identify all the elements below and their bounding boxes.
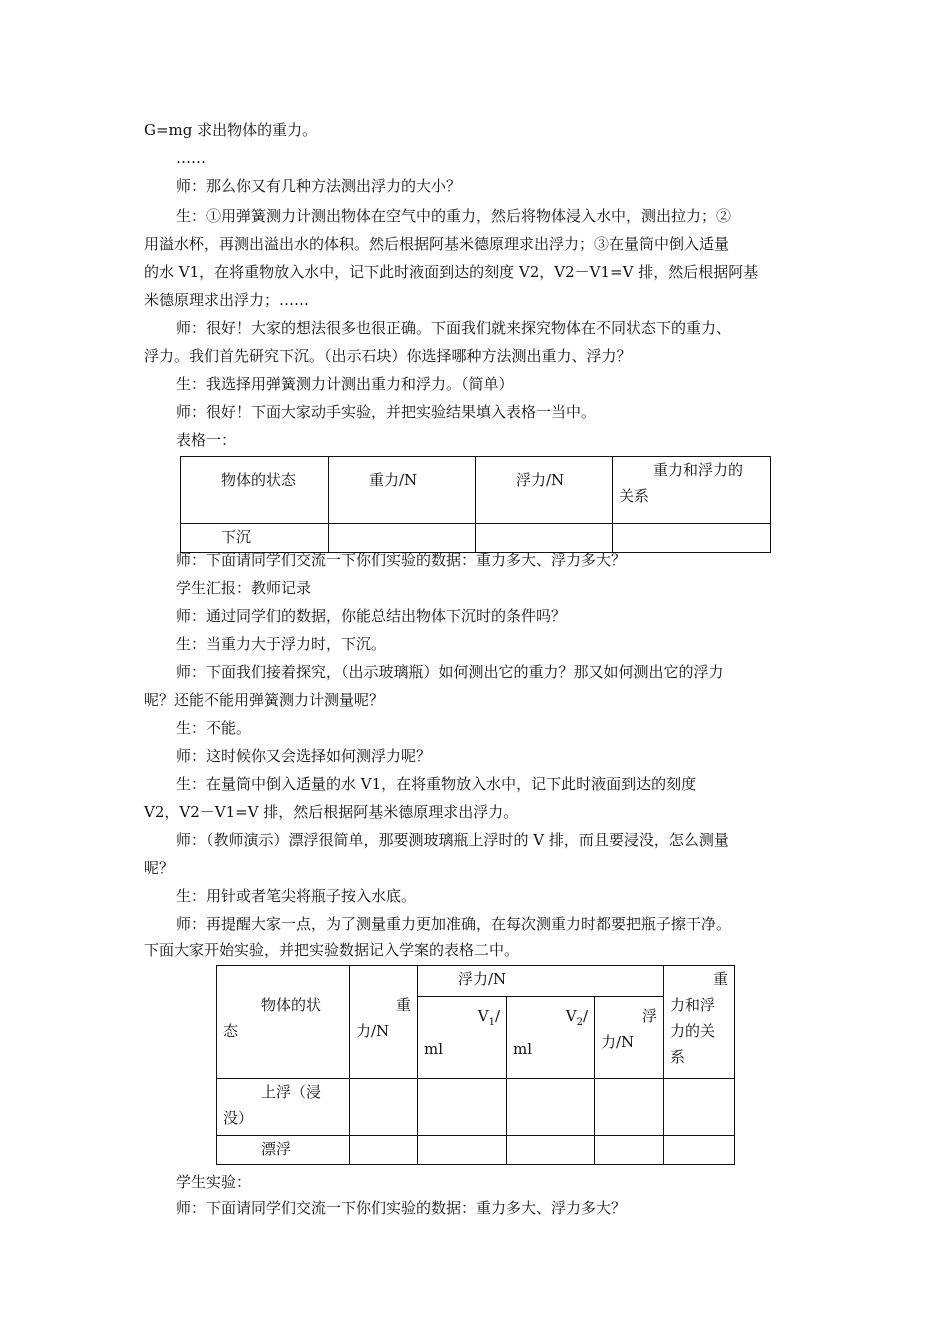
v1-subscript: 1 xyxy=(488,1017,495,1029)
text-line: 学生实验： xyxy=(176,1173,252,1191)
header-fu-line2: 力/N xyxy=(601,1033,635,1052)
v1-symbol: V xyxy=(477,1007,489,1026)
row-sink-label: 下沉 xyxy=(181,524,329,553)
text-line: G=mg 求出物体的重力。 xyxy=(144,121,318,139)
v2-symbol: V xyxy=(565,1007,577,1026)
text-line: 师：很好！大家的想法很多也很正确。下面我们就来探究物体在不同状态下的重力、 xyxy=(176,319,732,337)
header-v2-unit: ml xyxy=(513,1040,533,1059)
table-one xyxy=(180,456,771,553)
text-line: 生：不能。 xyxy=(176,719,252,737)
text-line: 表格一： xyxy=(176,431,237,449)
text-line: 生：我选择用弹簧测力计测出重力和浮力。（简单） xyxy=(176,375,514,393)
header-fu xyxy=(595,997,664,1079)
header-buoyancy: 浮力/N xyxy=(476,457,613,524)
text-line: 用溢水杯，再测出溢出水的体积。然后根据阿基米德原理求出浮力；③在量筒中倒入适量 xyxy=(144,235,730,253)
text-line: 师：下面请同学们交流一下你们实验的数据：重力多大、浮力多大？ xyxy=(176,551,627,569)
header-state-line2: 态 xyxy=(223,1022,239,1040)
text-line: V2，V2－V1=V 排，然后根据阿基米德原理求出浮力。 xyxy=(144,803,519,821)
text-line: 师：下面我们接着探究，（出示玻璃瓶）如何测出它的重力？那又如何测出它的浮力 xyxy=(176,663,724,681)
text-line: 师：那么你又有几种方法测出浮力的大小？ xyxy=(176,177,462,195)
header-gravity xyxy=(350,966,418,1079)
table-cell xyxy=(595,1079,664,1136)
header-relation xyxy=(613,457,771,524)
table-two xyxy=(216,965,735,1165)
table-row xyxy=(181,457,771,524)
table-cell xyxy=(595,1136,664,1165)
header-gravity-line1: 重 xyxy=(395,996,411,1014)
header-relation-line3: 力的关 xyxy=(670,1022,716,1040)
table-cell xyxy=(613,524,771,553)
header-relation-line1: 重力和浮力的 xyxy=(653,461,744,479)
text-line: 生：①用弹簧测力计测出物体在空气中的重力，然后将物体浸入水中，测出拉力；② xyxy=(176,207,732,225)
table-cell xyxy=(350,1079,418,1136)
header-state xyxy=(217,966,350,1079)
text-line: 师：这时候你又会选择如何测浮力呢？ xyxy=(176,747,432,765)
header-buoyancy: 浮力/N xyxy=(418,966,664,997)
table-cell xyxy=(329,524,476,553)
row-float-label: 漂浮 xyxy=(217,1136,350,1165)
header-relation-line2: 关系 xyxy=(619,487,650,505)
header-relation-line2: 力和浮 xyxy=(670,996,716,1014)
text-line: …… xyxy=(176,149,206,167)
table-cell xyxy=(507,1079,595,1136)
header-v1-unit: ml xyxy=(424,1040,444,1059)
table-cell xyxy=(418,1079,507,1136)
table-row xyxy=(217,1079,735,1136)
table-cell xyxy=(664,1079,735,1136)
text-line: 学生汇报：教师记录 xyxy=(176,579,312,597)
header-relation-line1: 重 xyxy=(713,970,729,988)
text-line: 呢？还能不能用弹簧测力计测量呢？ xyxy=(144,691,385,709)
header-fu-line1: 浮 xyxy=(642,1007,658,1026)
header-gravity: 重力/N xyxy=(329,457,476,524)
table-cell xyxy=(350,1136,418,1165)
header-v1 xyxy=(418,997,507,1079)
text-line: 生：用针或者笔尖将瓶子按入水底。 xyxy=(176,887,417,905)
text-line: 师：通过同学们的数据，你能总结出物体下沉时的条件吗？ xyxy=(176,607,567,625)
text-line: 生：当重力大于浮力时，下沉。 xyxy=(176,635,387,653)
text-line: 呢？ xyxy=(144,859,175,877)
row-float-up-label xyxy=(217,1079,350,1136)
header-relation xyxy=(664,966,735,1079)
header-v2-line1 xyxy=(513,997,588,1036)
row-float-up-line1: 上浮（浸 xyxy=(261,1083,322,1101)
text-line: 生：在量筒中倒入适量的水 V1，在将重物放入水中，记下此时液面到达的刻度 xyxy=(176,775,697,793)
v2-slash: / xyxy=(582,1007,588,1026)
text-line: 米德原理求出浮力；…… xyxy=(144,291,310,309)
text-line: 浮力。我们首先研究下沉。（出示石块）你选择哪种方法测出重力、浮力？ xyxy=(144,347,632,365)
header-state: 物体的状态 xyxy=(181,457,329,524)
table-cell xyxy=(664,1136,735,1165)
table-cell xyxy=(507,1136,595,1165)
row-float-up-line2: 没） xyxy=(223,1109,254,1127)
header-relation-line4: 系 xyxy=(670,1048,686,1066)
text-line: 的水 V1，在将重物放入水中，记下此时液面到达的刻度 V2，V2－V1=V 排，然后根据阿基 xyxy=(144,263,759,281)
text-line: 师：（教师演示）漂浮很简单，那要测玻璃瓶上浮时的 V 排，而且要浸没，怎么测量 xyxy=(176,831,729,849)
header-v1-line1 xyxy=(424,997,500,1036)
text-line: 下面大家开始实验，并把实验数据记入学案的表格二中。 xyxy=(144,941,520,959)
table-cell xyxy=(418,1136,507,1165)
table-row xyxy=(217,1136,735,1165)
text-line: 师：再提醒大家一点，为了测量重力更加准确，在每次测重力时都要把瓶子擦干净。 xyxy=(176,915,732,933)
table-row xyxy=(217,966,735,997)
header-gravity-line2: 力/N xyxy=(356,1022,390,1040)
table-cell xyxy=(476,524,613,553)
header-state-line1: 物体的状 xyxy=(261,996,322,1014)
v1-slash: / xyxy=(494,1007,500,1026)
v2-subscript: 2 xyxy=(576,1017,583,1029)
header-v2 xyxy=(507,997,595,1079)
text-line: 师：很好！下面大家动手实验，并把实验结果填入表格一当中。 xyxy=(176,403,597,421)
table-row xyxy=(181,524,771,553)
text-line: 师：下面请同学们交流一下你们实验的数据：重力多大、浮力多大？ xyxy=(176,1199,627,1217)
